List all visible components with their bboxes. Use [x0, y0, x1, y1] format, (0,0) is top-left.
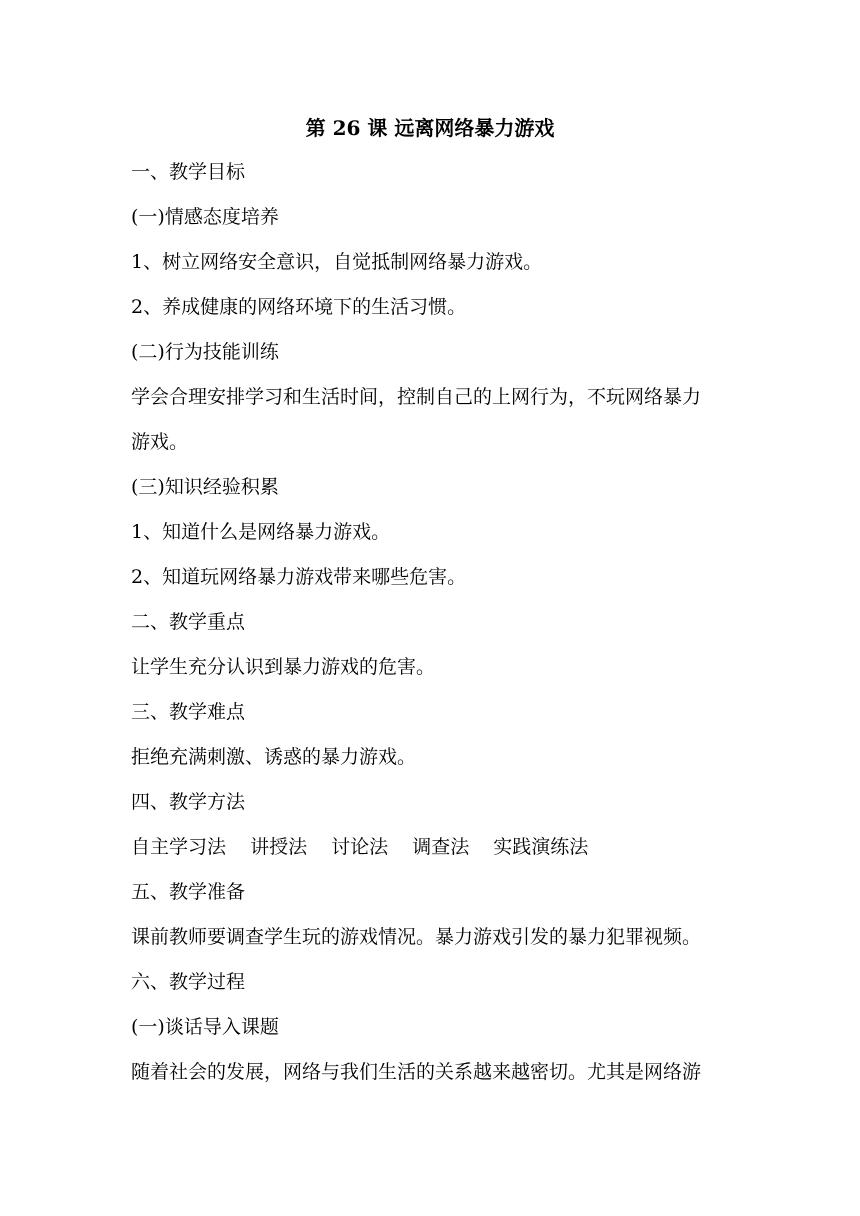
method-item: 实践演练法: [493, 836, 589, 858]
paragraph-line: 学会合理安排学习和生活时间，控制自己的上网行为，不玩网络暴力: [131, 386, 702, 408]
subheading-introduction: (一)谈话导入课题: [131, 1016, 279, 1038]
section-heading-key-points: 二、教学重点: [131, 611, 246, 633]
section-heading-objectives: 一、教学目标: [131, 161, 246, 183]
methods-list: [131, 833, 741, 861]
section-heading-preparation: 五、教学准备: [131, 881, 246, 903]
paragraph-line: 1、知道什么是网络暴力游戏。: [131, 521, 391, 543]
paragraph-line: 课前教师要调查学生玩的游戏情况。暴力游戏引发的暴力犯罪视频。: [131, 926, 702, 948]
paragraph-line: 1、树立网络安全意识，自觉抵制网络暴力游戏。: [131, 251, 543, 273]
subheading-skills: (二)行为技能训练: [131, 341, 279, 363]
paragraph-line: 2、养成健康的网络环境下的生活习惯。: [131, 296, 467, 318]
section-heading-methods: 四、教学方法: [131, 791, 246, 813]
paragraph-line: 随着社会的发展，网络与我们生活的关系越来越密切。尤其是网络游: [131, 1061, 702, 1083]
method-item: 调查法: [412, 836, 470, 858]
method-item: 讨论法: [331, 836, 389, 858]
paragraph-line: 让学生充分认识到暴力游戏的危害。: [131, 656, 436, 678]
lesson-title: 第 26 课 远离网络暴力游戏: [305, 116, 555, 140]
section-heading-process: 六、教学过程: [131, 971, 246, 993]
subheading-attitude: (一)情感态度培养: [131, 206, 279, 228]
method-item: 讲授法: [250, 836, 308, 858]
paragraph-line: 拒绝充满刺激、诱惑的暴力游戏。: [131, 746, 417, 768]
section-heading-difficulties: 三、教学难点: [131, 701, 246, 723]
paragraph-line: 游戏。: [131, 431, 189, 453]
method-item: 自主学习法: [131, 836, 227, 858]
paragraph-line: 2、知道玩网络暴力游戏带来哪些危害。: [131, 566, 467, 588]
subheading-knowledge: (三)知识经验积累: [131, 476, 279, 498]
